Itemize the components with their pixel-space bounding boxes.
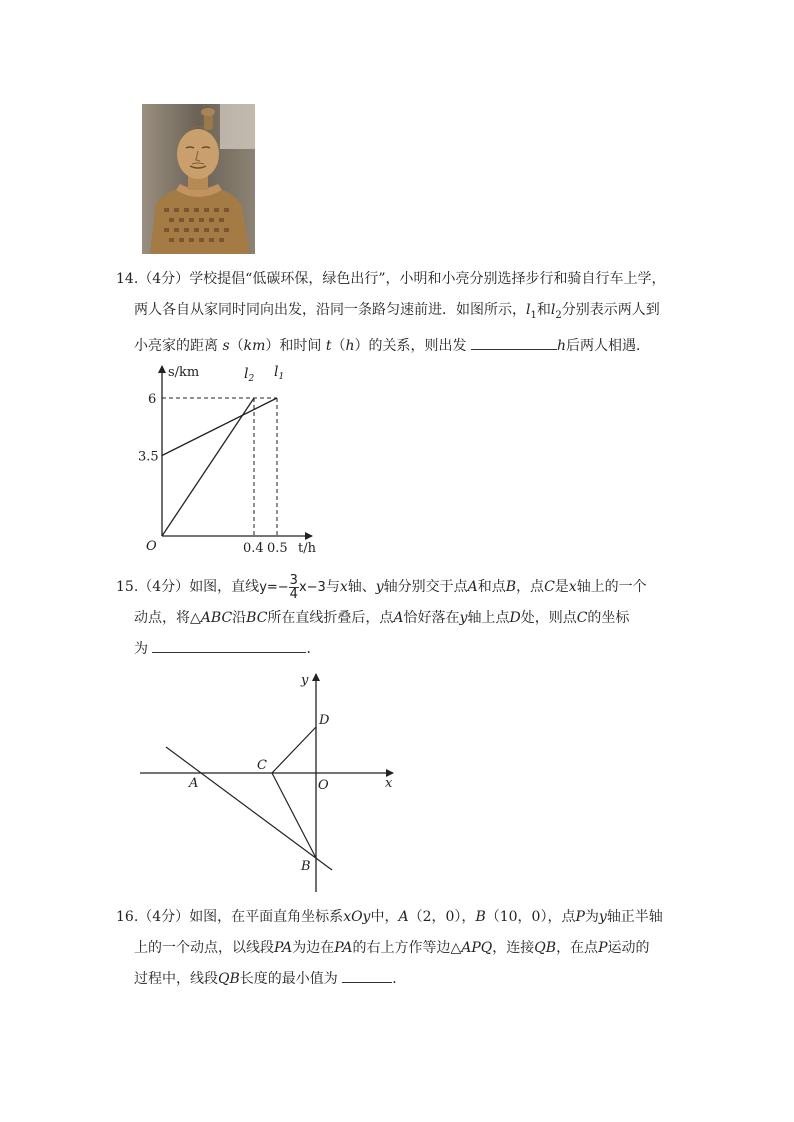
q16-y-var: y bbox=[598, 909, 607, 925]
q15-and-point: 和点 bbox=[477, 579, 506, 595]
q16-xoy: xOy bbox=[343, 909, 371, 925]
xtick-0.5: 0.5 bbox=[267, 541, 288, 556]
x-axis-label: t/h bbox=[298, 541, 316, 556]
series-l1 bbox=[162, 398, 277, 456]
question-15 bbox=[116, 572, 696, 665]
q14-l1-symbol: l bbox=[526, 302, 531, 318]
q16-segment-pa-2: PA bbox=[334, 940, 353, 956]
q14-s-var: s bbox=[222, 337, 230, 354]
q16-score: （4分） bbox=[138, 909, 190, 925]
q15-eq-rest: x−3 bbox=[298, 580, 326, 595]
q15-axis-end: 轴上的一个 bbox=[576, 579, 647, 595]
q14-line3-text: 小亮家的距离 bbox=[134, 337, 218, 354]
q16-period: ． bbox=[392, 971, 407, 987]
q14-h-after: h bbox=[556, 337, 567, 354]
line-ab bbox=[166, 747, 332, 870]
ytick-3.5: 3.5 bbox=[138, 449, 159, 465]
ytick-6: 6 bbox=[148, 392, 157, 407]
q15-frac-num: 3 bbox=[289, 573, 298, 588]
q15-intersect: 轴分别交于点 bbox=[383, 579, 468, 595]
q16-equilateral: 的右上方作等边△ bbox=[352, 940, 462, 956]
q16-a-coord: （2，0）， bbox=[408, 909, 476, 925]
q15-then: 处，则点 bbox=[520, 610, 577, 626]
q14-and-time: 和时间 bbox=[279, 337, 322, 354]
q15-eq-y: y=− bbox=[259, 580, 289, 595]
q15-with: 与 bbox=[325, 579, 340, 595]
q15-y-var-2: y bbox=[459, 610, 468, 626]
series-l2 bbox=[162, 398, 254, 536]
q14-answer-blank[interactable] bbox=[471, 334, 557, 350]
q16-segment-qb: QB bbox=[534, 940, 557, 956]
q15-frac-den: 4 bbox=[289, 587, 298, 602]
q16-as-side: 为边在 bbox=[292, 940, 335, 956]
label-a: A bbox=[189, 776, 199, 791]
q14-line1: 学校提倡“低碳环保，绿色出行”，小明和小亮分别选择步行和骑自行车上学， bbox=[189, 271, 666, 287]
q16-positive-axis: 轴正半轴 bbox=[606, 909, 663, 925]
q16-point-p-2: P bbox=[598, 940, 608, 956]
q15-point-b: B bbox=[505, 579, 517, 595]
l2-label: $l_2$ bbox=[244, 366, 255, 384]
q16-is: 为 bbox=[584, 909, 599, 925]
q14-meet: 后两人相遇． bbox=[566, 337, 651, 354]
q14-relation: 的关系，则出发 bbox=[368, 337, 467, 354]
q14-t-var: t bbox=[325, 337, 332, 354]
terracotta-warrior-photo bbox=[142, 104, 255, 254]
q15-equation bbox=[259, 573, 326, 602]
label-b: B bbox=[301, 859, 311, 874]
q15-y-var: y bbox=[375, 579, 384, 595]
q15-text-intro: 如图，直线 bbox=[189, 579, 260, 595]
q14-l2-symbol: l bbox=[550, 302, 556, 318]
q15-figure bbox=[135, 670, 405, 895]
q15-axis-point: 轴上点 bbox=[467, 610, 510, 626]
q16-in: 中， bbox=[370, 909, 399, 925]
q16-moving: 运动的 bbox=[607, 940, 650, 956]
label-x: x bbox=[385, 776, 393, 791]
q15-is-label: 为 bbox=[134, 641, 148, 657]
warrior-illustration bbox=[142, 104, 255, 254]
label-o: O bbox=[318, 778, 329, 793]
q16-number: 16. bbox=[116, 909, 139, 925]
q16-segment-qb-2: QB bbox=[218, 971, 240, 987]
q15-fold: 所在直线折叠后，点 bbox=[267, 610, 394, 626]
q16-answer-blank[interactable] bbox=[342, 967, 392, 983]
q15-point-d: D bbox=[509, 610, 521, 626]
q16-triangle-apq: APQ bbox=[461, 940, 493, 956]
q16-line2-start: 上的一个动点，以线段 bbox=[134, 940, 274, 956]
q14-l1-sub: 1 bbox=[530, 309, 537, 321]
q16-at-point: ，在点 bbox=[556, 940, 599, 956]
q16-intro: 如图，在平面直角坐标系 bbox=[189, 909, 344, 925]
q16-min-length: 长度的最小值为 bbox=[239, 971, 338, 987]
q15-is: 是 bbox=[554, 579, 569, 595]
q15-period: ． bbox=[306, 641, 321, 657]
segment-cd bbox=[272, 727, 316, 773]
q14-line2-end: 分别表示两人到 bbox=[561, 302, 660, 318]
xtick-0.4: 0.4 bbox=[243, 541, 264, 556]
q16-point-b: B bbox=[475, 909, 486, 925]
q15-along: 沿 bbox=[232, 610, 247, 626]
q15-point-c-intro: ，点 bbox=[516, 579, 545, 595]
q16-segment-pa: PA bbox=[274, 940, 293, 956]
label-d: D bbox=[319, 713, 330, 728]
q15-x-var-2: x bbox=[568, 579, 577, 595]
q15-point-c-2: C bbox=[576, 610, 588, 626]
q15-answer-blank[interactable] bbox=[152, 637, 306, 653]
label-y: y bbox=[301, 673, 309, 688]
q14-and: 和 bbox=[536, 302, 551, 318]
q16-point-a: A bbox=[398, 909, 409, 925]
q15-number: 15. bbox=[116, 579, 139, 595]
y-axis-label: s/km bbox=[168, 365, 200, 380]
q16-point-p: P bbox=[575, 909, 585, 925]
q14-number: 14. bbox=[116, 271, 139, 287]
segment-cb bbox=[272, 773, 316, 858]
origin-label: O bbox=[146, 539, 157, 554]
q15-point-c: C bbox=[544, 579, 555, 595]
q15-line-bc: BC bbox=[246, 610, 268, 626]
q14-h-unit: h bbox=[345, 337, 355, 354]
q15-coordinate: 的坐标 bbox=[587, 610, 630, 626]
q14-score: （4分） bbox=[138, 271, 190, 287]
q14-distance-time-graph bbox=[130, 362, 330, 562]
question-16 bbox=[116, 902, 696, 995]
q15-score: （4分） bbox=[138, 579, 190, 595]
q16-connect: ，连接 bbox=[492, 940, 535, 956]
q15-line2-start: 动点，将△ bbox=[134, 610, 201, 626]
q14-line2-text: 两人各自从家同时同向出发，沿同一条路匀速前进．如图所示， bbox=[134, 302, 526, 318]
q15-fraction bbox=[289, 574, 299, 601]
question-14: 14.（4分）学校提倡“低碳环保，绿色出行”，小明和小亮分别选择步行和骑自行车上学， 两人各自从家同时同向出发，沿同一条路匀速前进．如图所示，$l_1$和$l_2$分别表示两人到 小亮家的距离 s（km）和时间 t（h）的关系，则出发 h后两人相遇． bbox=[116, 271, 666, 354]
q14-km-unit: km bbox=[243, 337, 266, 354]
l1-label: $l_1$ bbox=[274, 364, 285, 382]
q15-x-var: x bbox=[339, 579, 348, 595]
q15-axis1: 轴、 bbox=[347, 579, 376, 595]
q14-l2-sub: 2 bbox=[555, 309, 562, 321]
label-c: C bbox=[257, 758, 267, 773]
q15-triangle-abc: ABC bbox=[200, 610, 233, 626]
q15-point-a-2: A bbox=[393, 610, 404, 626]
q16-line3-start: 过程中，线段 bbox=[134, 971, 218, 987]
q15-falls: 恰好落在 bbox=[403, 610, 460, 626]
q16-b-coord: （10，0），点 bbox=[485, 909, 576, 925]
q15-point-a: A bbox=[467, 579, 478, 595]
